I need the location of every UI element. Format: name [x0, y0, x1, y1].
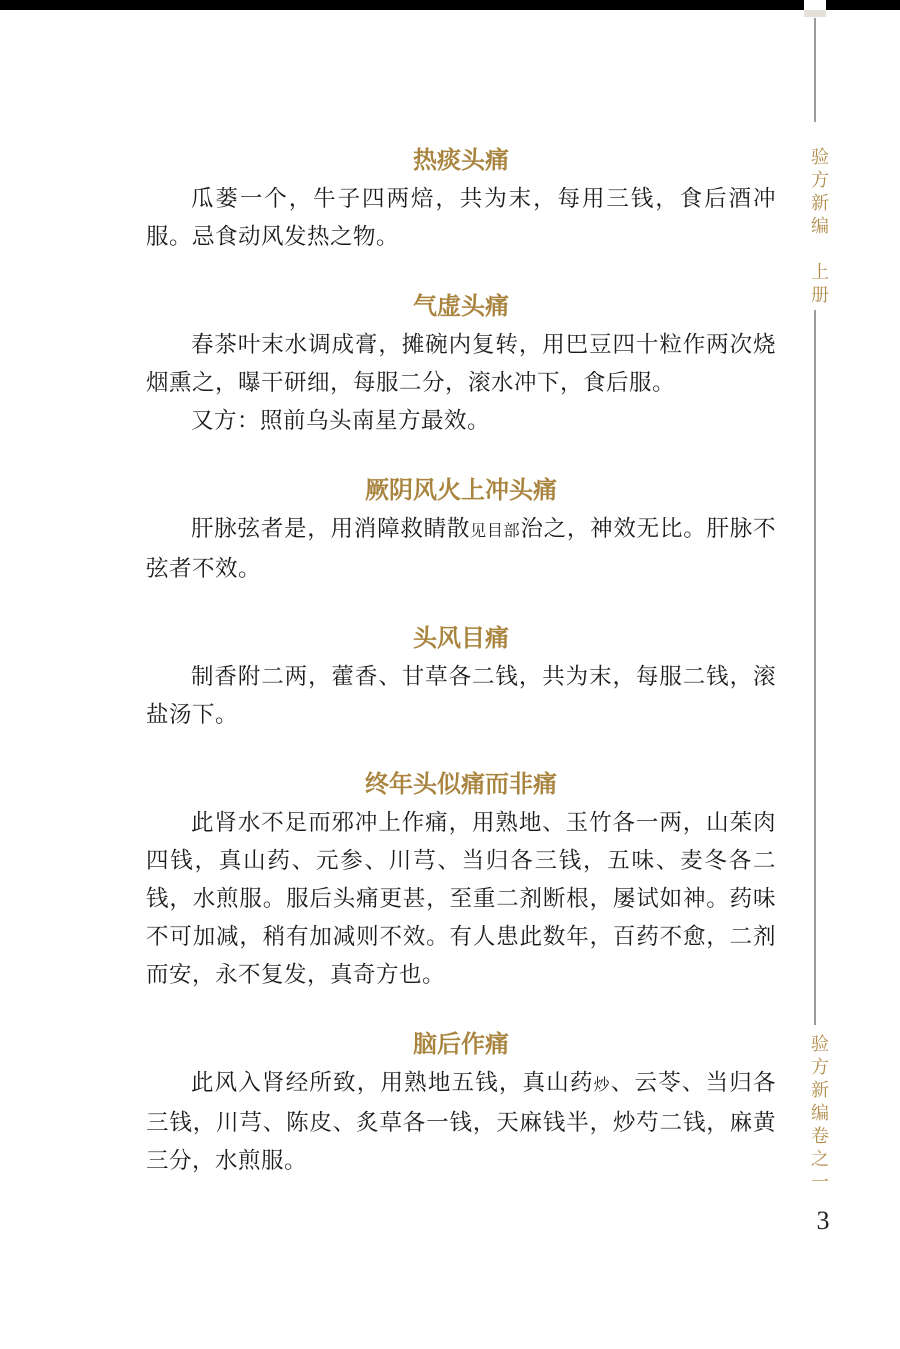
- top-border: [0, 0, 900, 10]
- section-qi-xu-tou-tong: [146, 286, 776, 440]
- running-head-chapter: [807, 1033, 833, 1194]
- running-head-char: 新: [811, 193, 829, 214]
- running-head-char: 一: [811, 1172, 829, 1193]
- paragraph-text: 治之，神效无比。肝脉不弦者不效。: [146, 516, 776, 582]
- section-title: 厥阴风火上冲头痛: [365, 475, 557, 504]
- paragraph-text: 肝脉弦者是，用消障救睛散: [191, 516, 471, 542]
- page-number: 3: [816, 1206, 830, 1235]
- paragraph-text: 此风入肾经所致，用熟地五钱，真山药: [191, 1070, 594, 1096]
- running-head-char: 验: [811, 1034, 829, 1055]
- side-rule-cap: [804, 10, 826, 17]
- side-rule-top: [814, 18, 816, 122]
- inline-note: 见目部: [470, 521, 521, 540]
- section-title: 气虚头痛: [413, 291, 509, 320]
- section-zhong-nian-tou-tong: [146, 764, 776, 994]
- section-paragraph: 制香附二两，藿香、甘草各二钱，共为末，每服二钱，滚盐汤下。: [146, 664, 776, 728]
- running-head-char: 卷: [811, 1126, 829, 1147]
- running-head-char: 之: [811, 1149, 829, 1170]
- section-jue-yin-feng-huo: [146, 470, 776, 588]
- section-paragraph: [146, 1064, 776, 1180]
- section-title: 脑后作痛: [413, 1029, 509, 1058]
- section-title: 终年头似痛而非痛: [365, 769, 557, 798]
- section-paragraph: 此肾水不足而邪冲上作痛，用熟地、玉竹各一两，山茱肉四钱，真山药、元参、川芎、当归各三钱，五味、麦冬各二钱，水煎服。服后头痛更甚，至重二剂断根，屡试如神。药味不可加减，稍有加减则不效。有人患此数年，百药不愈，二剂而安，永不复发，真奇方也。: [146, 810, 776, 988]
- paragraph-text: 、云苓、当归各三钱，川芎、陈皮、炙草各一钱，天麻钱半，炒芍二钱，麻黄三分，水煎服。: [146, 1070, 776, 1174]
- section-re-tan-tou-tong: [146, 140, 776, 256]
- section-nao-hou-zuo-tong: [146, 1024, 776, 1180]
- running-head-book: [807, 146, 833, 307]
- running-head-char: 方: [811, 1057, 829, 1078]
- running-head-char: 册: [811, 285, 829, 306]
- section-paragraph: 瓜蒌一个，牛子四两焙，共为末，每用三钱，食后酒冲服。忌食动风发热之物。: [146, 186, 776, 250]
- running-head-char: 编: [811, 1103, 829, 1124]
- section-title: 热痰头痛: [413, 145, 509, 174]
- inline-note: 炒: [593, 1075, 611, 1094]
- running-head-char: 上: [811, 262, 829, 283]
- running-head-char: 新: [811, 1080, 829, 1101]
- section-paragraph: 又方：照前乌头南星方最效。: [191, 408, 491, 434]
- section-paragraph: 春茶叶末水调成膏，摊碗内复转，用巴豆四十粒作两次烧烟熏之，曝干研细，每服二分，滚水冲下，食后服。: [146, 332, 776, 396]
- section-paragraph: [146, 510, 776, 588]
- running-head-char: 验: [811, 147, 829, 168]
- running-head-char: 方: [811, 170, 829, 191]
- side-rule-middle: [814, 310, 816, 1025]
- top-border-gap: [804, 0, 826, 10]
- running-head-char: 编: [811, 216, 829, 237]
- section-tou-feng-mu-tong: [146, 618, 776, 734]
- section-title: 头风目痛: [413, 623, 509, 652]
- page-body: [146, 140, 776, 1210]
